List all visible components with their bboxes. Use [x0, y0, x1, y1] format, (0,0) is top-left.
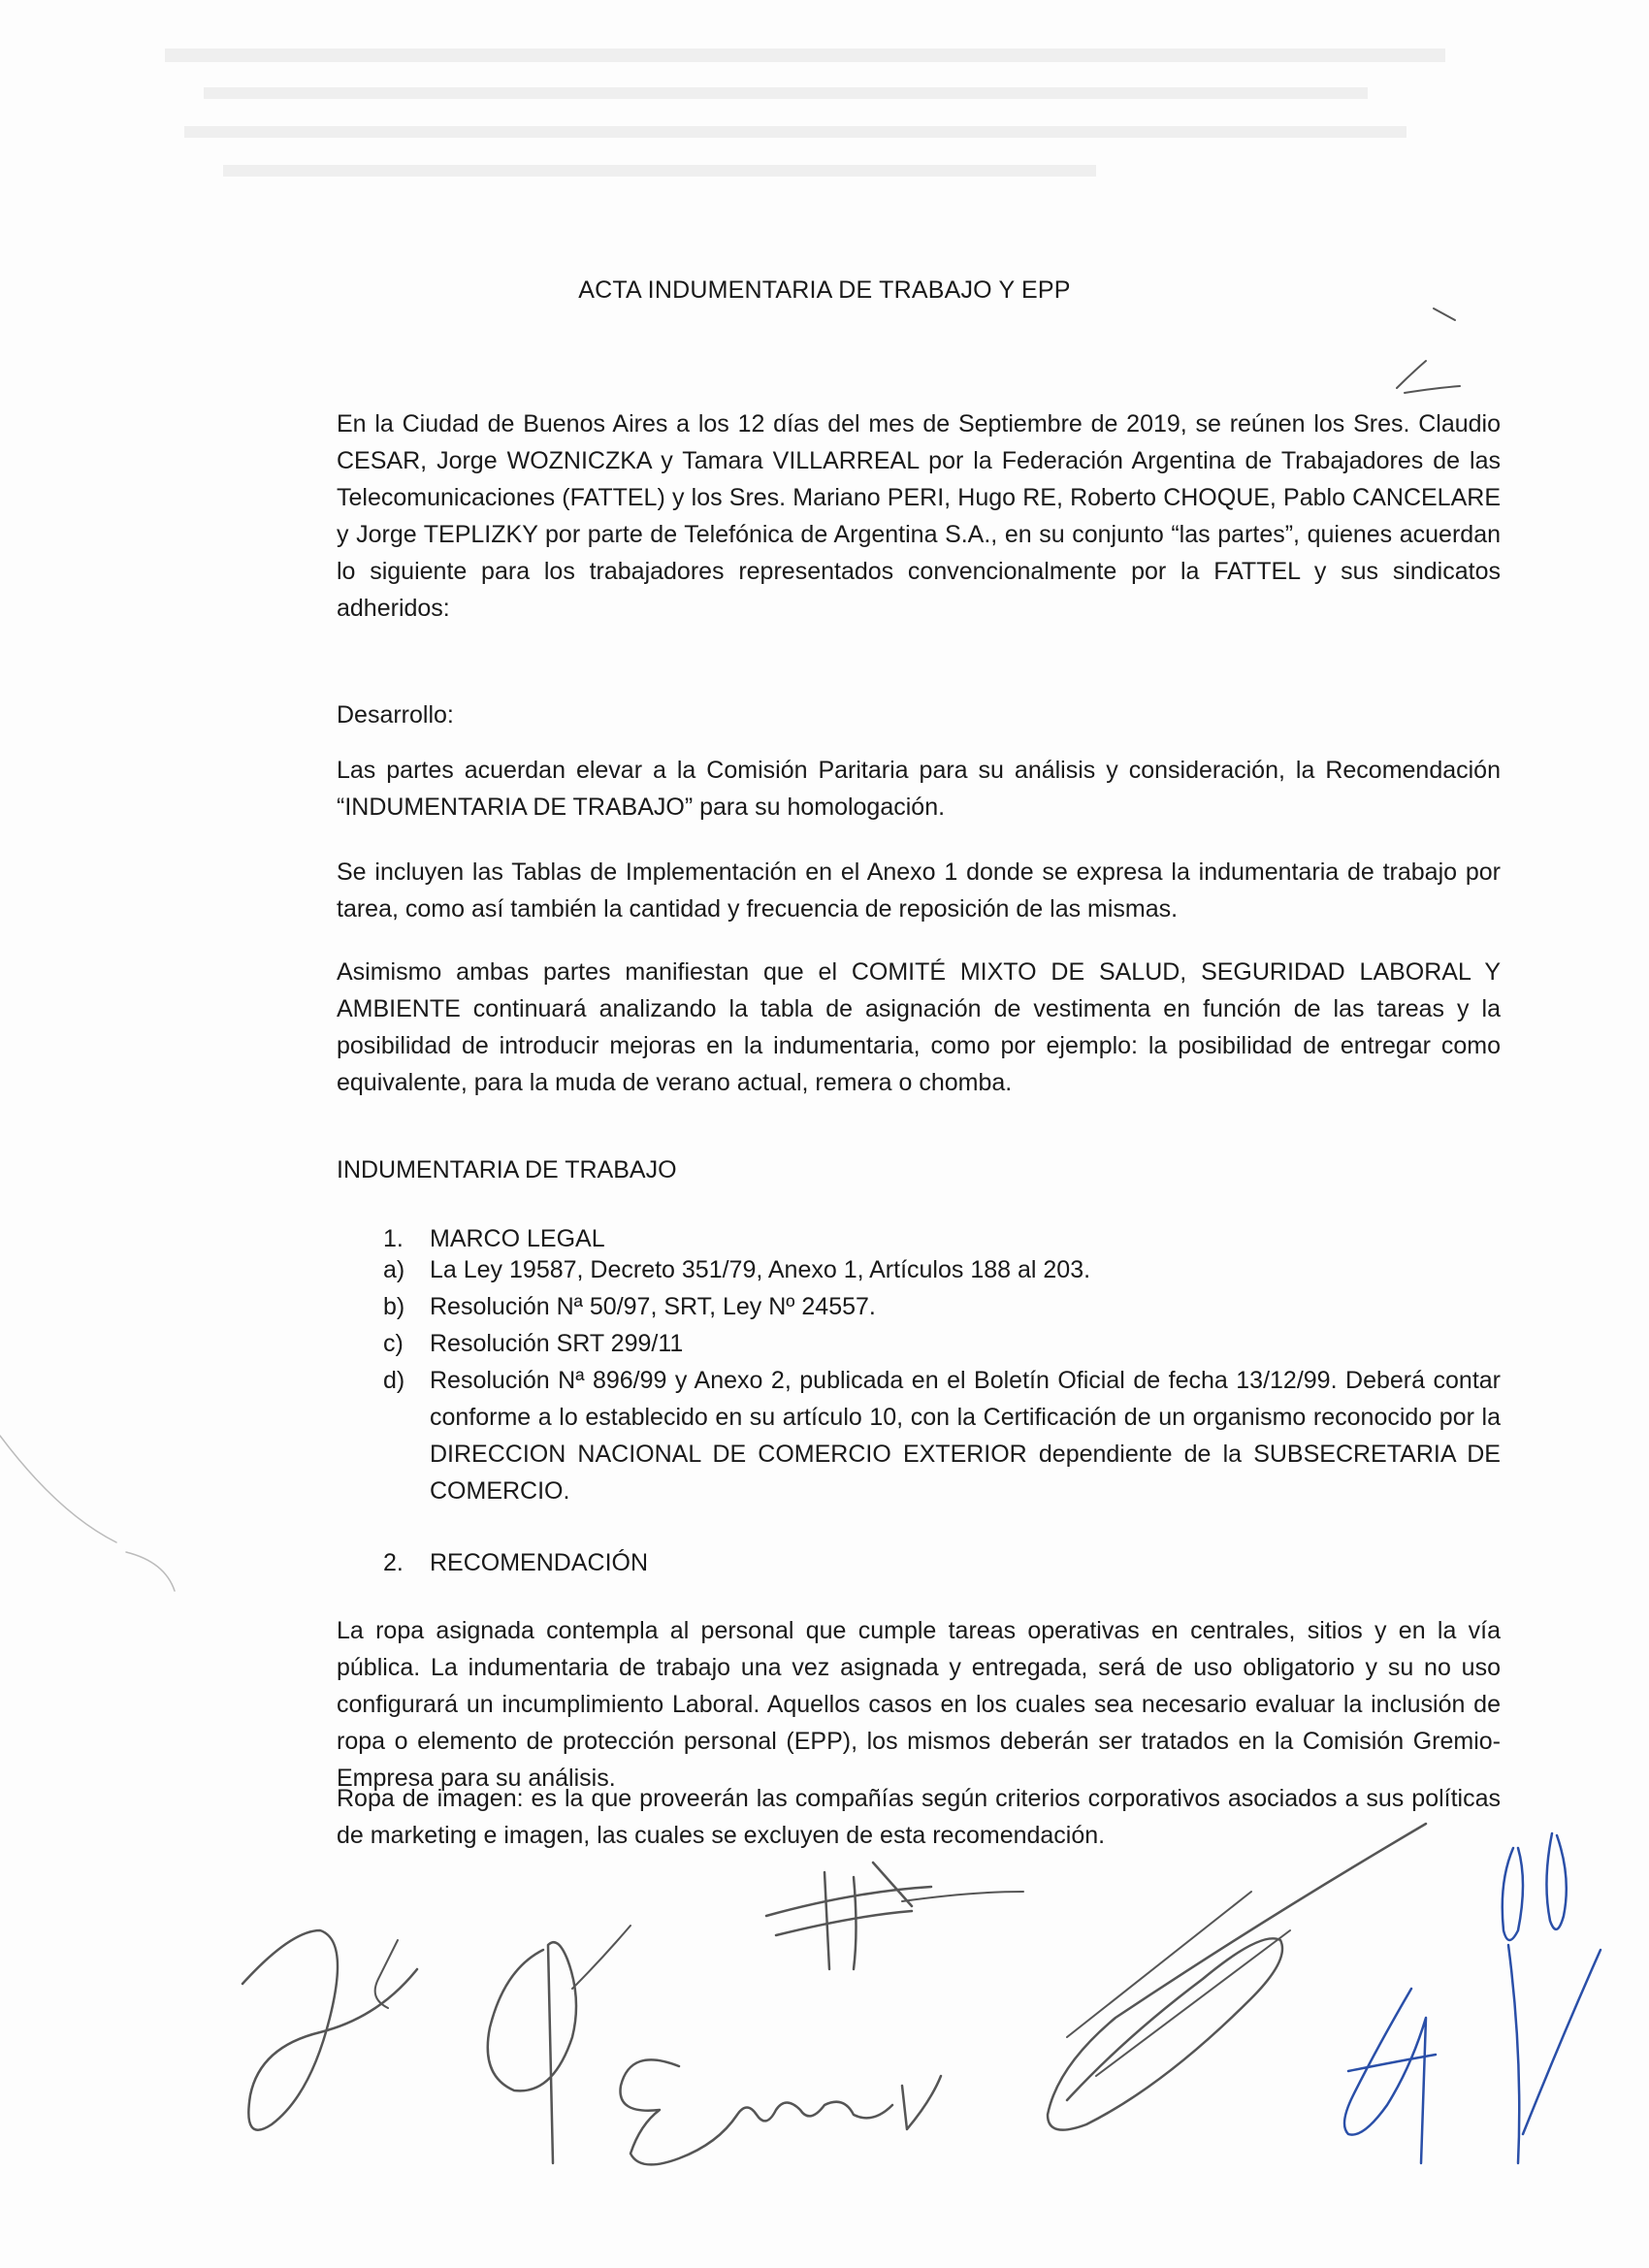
recomendacion-heading — [383, 1544, 1499, 1581]
recomendacion-paragraph-2: Ropa de imagen: es la que proveerán las compañías según criterios corporativos asociados a sus políticas de marketing e imagen, las cuales se excluyen de esta recomendación. — [337, 1785, 1501, 1849]
indumentaria-heading: INDUMENTARIA DE TRABAJO — [337, 1156, 677, 1183]
list-item-text: Resolución Nª 50/97, SRT, Ley Nº 24557. — [430, 1293, 876, 1320]
document-title: ACTA INDUMENTARIA DE TRABAJO Y EPP — [578, 276, 1071, 304]
marco-legal-list — [383, 1251, 1501, 1509]
faint-bleed-through — [165, 39, 1445, 204]
signature-6 — [1344, 1833, 1600, 2163]
list-item-text: La Ley 19587, Decreto 351/79, Anexo 1, Artículos 188 al 203. — [430, 1256, 1091, 1283]
list-item-marker: a) — [383, 1256, 405, 1283]
signature-5 — [1048, 1824, 1426, 2130]
signature-4 — [621, 2059, 942, 2164]
list-item-marker: d) — [383, 1367, 405, 1394]
list-item — [383, 1288, 1501, 1325]
list-item-text: Resolución SRT 299/11 — [430, 1330, 684, 1357]
recomendacion-number: 2. — [383, 1549, 404, 1576]
list-item — [383, 1251, 1501, 1288]
signature-2 — [488, 1926, 630, 2163]
desarrollo-paragraph-2: Se incluyen las Tablas de Implementación en el Anexo 1 donde se expresa la indumentaria de trabajo por tarea, como así también la cantidad y frecuencia de reposición de las mismas. — [337, 859, 1501, 923]
intro-paragraph: En la Ciudad de Buenos Aires a los 12 días del mes de Septiembre de 2019, se reúnen los Sres. Claudio CESAR, Jorge WOZNICZKA y Tamara VILLARREAL por la Federación Argentina de Trabajadores de las Telecomunicaciones (FATTEL) y los Sres. Mariano PERI, Hugo RE, Roberto CHOQUE, Pablo CANCELARE y Jorge TEPLIZKY por parte de Telefónica de Argentina S.A., en su conjunto “las partes”, quienes acuerdan lo siguiente para los trabajadores representados convencionalmente por la FATTEL y sus sindicatos adheridos: — [337, 410, 1501, 622]
marco-legal-number: 1. — [383, 1225, 404, 1252]
list-item-marker: c) — [383, 1330, 404, 1357]
margin-marks — [0, 1436, 175, 1591]
signature-1 — [242, 1930, 417, 2130]
list-item — [383, 1325, 1501, 1362]
recomendacion-paragraph-1: La ropa asignada contempla al personal que cumple tareas operativas en centrales, sitios y en la vía pública. La indumentaria de trabajo una vez asignada y entregada, será de uso obligatorio y su no uso configurará un incumplimiento Laboral. Aquellos casos en los cuales sea necesario evaluar la inclusión de ropa o elemento de protección personal (EPP), los mismos deberán ser tratados en la Comisión Gremio-Empresa para su análisis. — [337, 1617, 1501, 1792]
list-item-text: Resolución Nª 896/99 y Anexo 2, publicada en el Boletín Oficial de fecha 13/12/99. Deberá contar conforme a lo establecido en su artículo 10, con la Certificación de un organismo reconocido por la DIRECCION NACIONAL DE COMERCIO EXTERIOR dependiente de la SUBSECRETARIA DE COMERCIO. — [430, 1367, 1501, 1505]
signature-3 — [766, 1863, 1023, 1969]
desarrollo-heading: Desarrollo: — [337, 701, 454, 729]
desarrollo-paragraph-1: Las partes acuerdan elevar a la Comisión Paritaria para su análisis y consideración, la Recomendación “INDUMENTARIA DE TRABAJO” para su homologación. — [337, 757, 1501, 821]
list-item-marker: b) — [383, 1293, 405, 1320]
recomendacion-title: RECOMENDACIÓN — [430, 1549, 649, 1576]
list-item — [383, 1362, 1501, 1509]
corner-mark — [1397, 308, 1460, 393]
marco-legal-title: MARCO LEGAL — [430, 1225, 605, 1252]
desarrollo-paragraph-3: Asimismo ambas partes manifiestan que el COMITÉ MIXTO DE SALUD, SEGURIDAD LABORAL Y AMBIENTE continuará analizando la tabla de asignación de vestimenta en función de las tareas y la posibilidad de introducir mejoras en la indumentaria, como por ejemplo: la posibilidad de entregar como equivalente, para la muda de verano actual, remera o chomba. — [337, 958, 1501, 1096]
